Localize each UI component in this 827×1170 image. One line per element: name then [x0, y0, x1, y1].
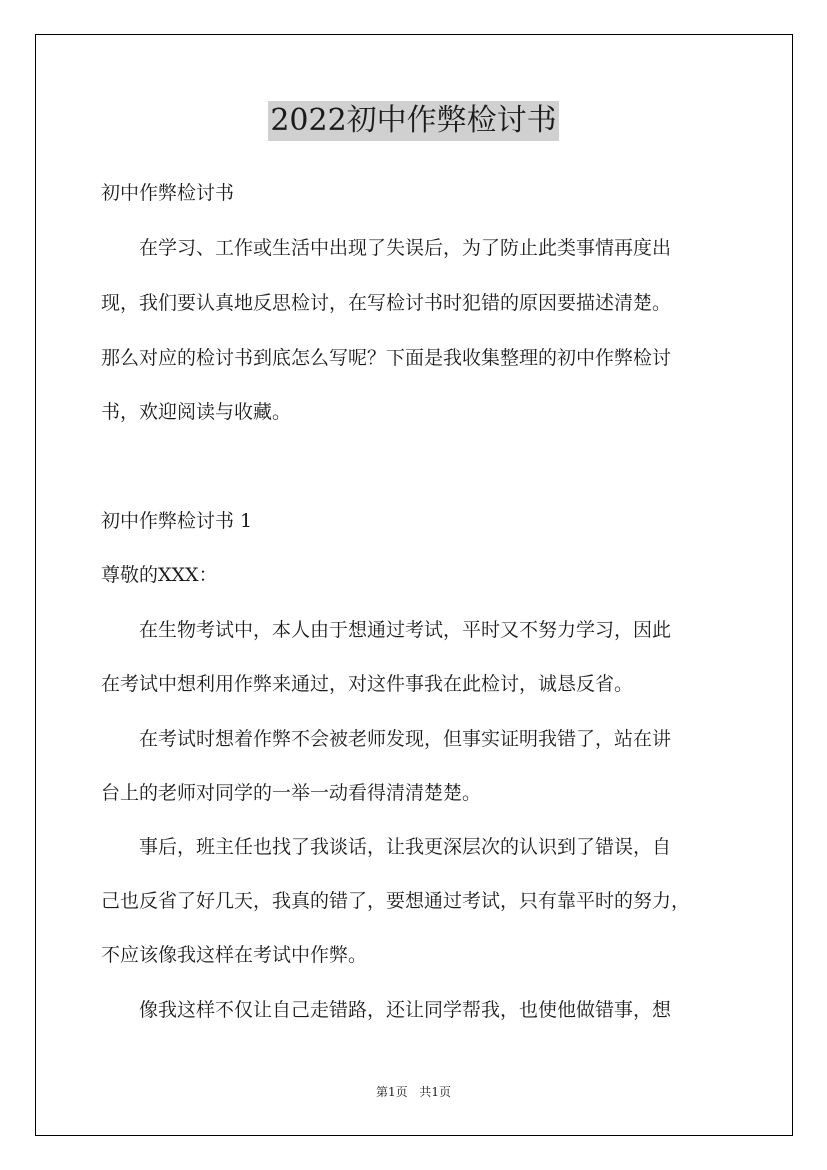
- paragraph-line: 在生物考试中，本人由于想通过考试，平时又不努力学习，因此: [101, 619, 672, 641]
- salutation-line: 尊敬的XXX：: [101, 564, 218, 586]
- paragraph-line: 在考试时想着作弊不会被老师发现，但事实证明我错了，站在讲: [101, 728, 672, 750]
- paragraph-line: 己也反省了好几天，我真的错了，要想通过考试，只有靠平时的努力，: [101, 890, 691, 912]
- paragraph-line: 事后，班主任也找了我谈话，让我更深层次的认识到了错误，自: [101, 836, 672, 858]
- page-total: 共1页: [419, 1085, 452, 1099]
- paragraph-line: 台上的老师对同学的一举一动看得清清楚楚。: [101, 782, 482, 804]
- paragraph-line: 在考试中想利用作弊来通过，对这件事我在此检讨，诚恳反省。: [101, 673, 634, 695]
- paragraph-line: 在学习、工作或生活中出现了失误后，为了防止此类事情再度出: [101, 237, 672, 259]
- title-container: [0, 101, 827, 141]
- paragraph-line: 那么对应的检讨书到底怎么写呢？下面是我收集整理的初中作弊检讨: [101, 347, 672, 369]
- document-title: 2022初中作弊检讨书: [268, 101, 558, 141]
- page-footer: [0, 1085, 827, 1099]
- page-number: 第1页: [375, 1085, 408, 1099]
- paragraph-line: 像我这样不仅让自己走错路，还让同学帮我，也使他做错事，想: [101, 999, 672, 1021]
- paragraph-line: 不应该像我这样在考试中作弊。: [101, 944, 368, 966]
- section-heading: 初中作弊检讨书 1: [101, 510, 253, 532]
- paragraph-line: 现，我们要认真地反思检讨，在写检讨书时犯错的原因要描述清楚。: [101, 292, 672, 314]
- paragraph-line: 书，欢迎阅读与收藏。: [101, 401, 292, 423]
- subtitle-line: 初中作弊检讨书: [101, 182, 235, 204]
